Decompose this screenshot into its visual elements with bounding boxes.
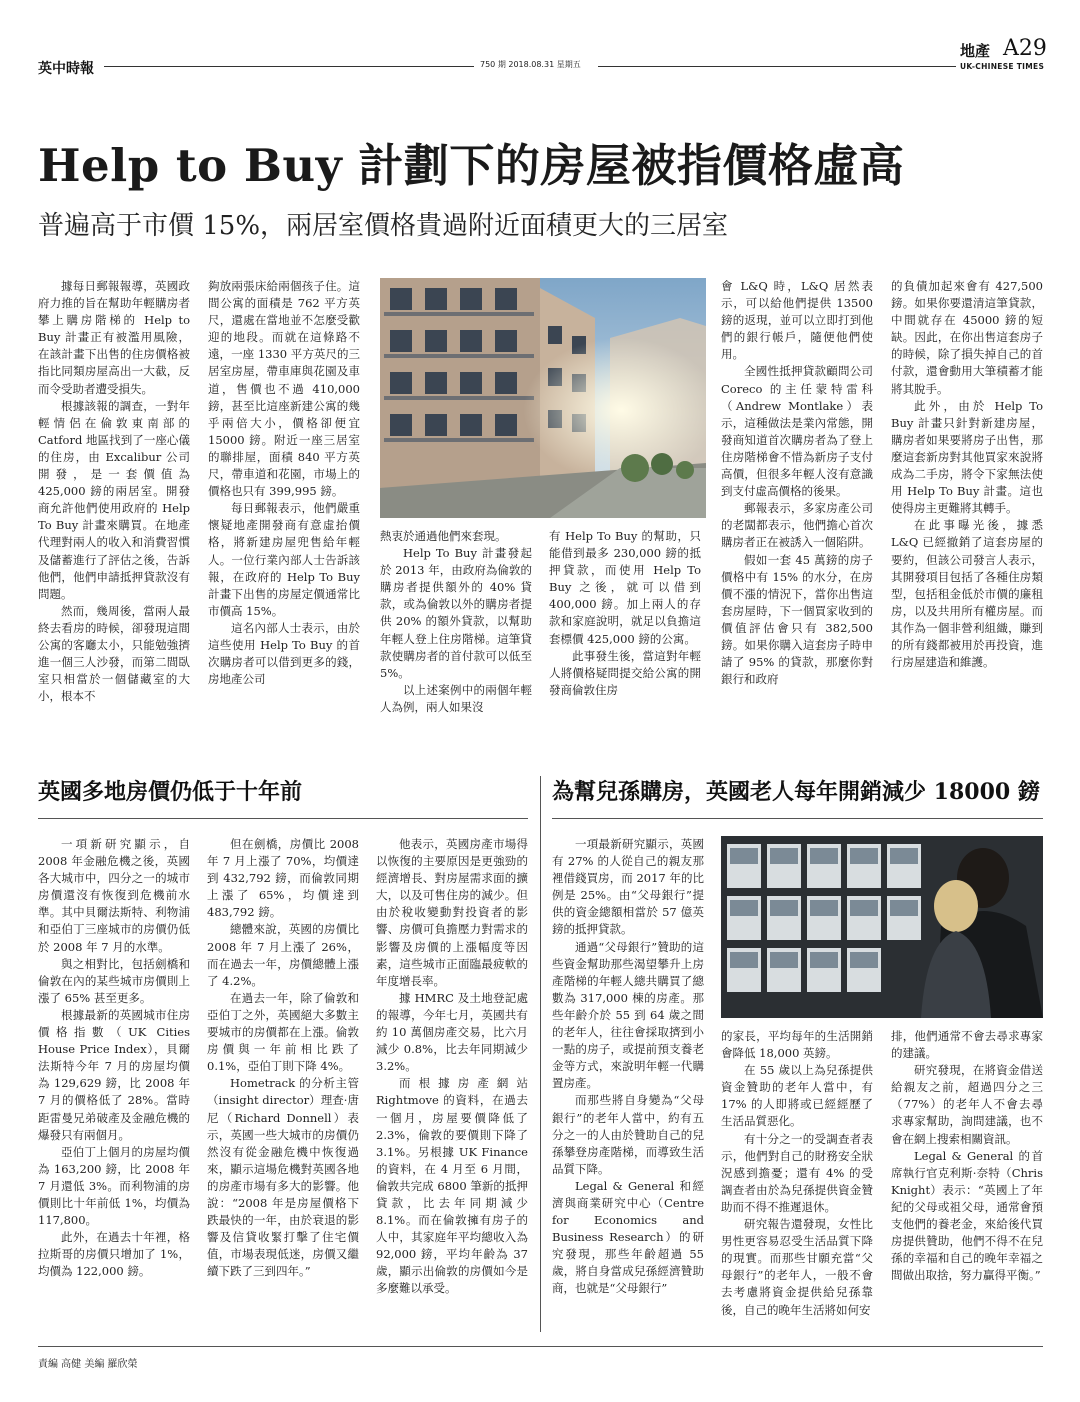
estate-agent-window-photo (721, 836, 1043, 1018)
paragraph: 據每日郵報報導，英國政府力推的旨在幫助年輕購房者攀上購房階梯的 Help to Buy 計畫正有被濫用風險，在該計畫下出售的住房價格被指比同類房屋高出一大截，反而令受助者遭受損失。 (38, 279, 190, 396)
paragraph: 而根據房產網站 Rightmove 的資料，在過去一個月，房屋要價降低了 2.3%，倫敦的要價則下降了 3.1%。另根據 UK Finance 的資料，在 4 月至 6 月間，倫敦共完成 6800 筆新的抵押貸款，比去年同期減少 8.1%。而在倫敦擁有房子的人中，其家庭年平均總收入為 92,000 鎊，平均年齡為 37 歲，顯示出倫敦的房價如今是多麼難以承受。 (376, 1076, 528, 1296)
footer-rule (38, 1346, 1043, 1347)
article3-column-3 (891, 1028, 1043, 1328)
article-headline: Help to Buy 計劃下的房屋被指價格虛高 (38, 139, 905, 192)
paragraph: 一項最新研究顯示，英國有 27% 的人從自己的親友那裡借錢買房，而 2017 年的比例是 25%。由“父母銀行”提供的資金總額相當於 57 億英鎊的抵押貸款。 (552, 837, 704, 937)
article2-column-1 (38, 836, 190, 1328)
paragraph: 而那些將自身變為“父母銀行”的老年人當中，約有五分之一的人由於贊助自己的兒孫攀登房產階梯，而導致生活品質下降。 (552, 1093, 704, 1176)
paragraph: 此外，在過去十年裡，格拉斯哥的房價只增加了 1%，均價為 122,000 鎊。 (38, 1230, 190, 1279)
issue-date: 750 期 2018.08.31 星期五 (480, 60, 581, 69)
paragraph: 據 HMRC 及土地登記處的報導，今年七月，英國共有約 10 萬個房產交易，比六月減少 0.8%，比去年同期減少 3.2%。 (376, 990, 528, 1074)
paragraph: 一項新研究顯示，自 2008 年金融危機之後，英國各大城市中，四分之一的城市房價還沒有恢復到危機前水準。其中貝爾法斯特、利物浦和亞伯丁三座城市的房價仍低於 2008 年 7 月的水準。 (38, 837, 190, 954)
paragraph: 根據該報的調查，一對年輕情侶在倫敦東南部的 Catford 地區找到了一座心儀的住房，由 Excalibur 公司開發，是一套價值為 425,000 鎊的兩居室。開發商允許他們使用政府的 Help To Buy 計畫來購買。在地產代理對兩人的收入和消費習慣及儲蓄進行了評估之後，告訴他們，他們申請抵押貸款沒有問題。 (38, 398, 190, 601)
paragraph: 在過去一年，除了倫敦和亞伯丁之外，英國絕大多數主要城市的房價都在上漲。倫敦房價與一年前相比跌了 0.1%，亞伯丁則下降 4%。 (207, 990, 359, 1074)
article2-title: 英國多地房價仍低于十年前 (38, 779, 303, 805)
article1-column-3 (380, 528, 532, 718)
paragraph: 然而，幾周後，當兩人最終去看房的時候，卻發現這間公寓的客廳太小，只能勉強擠進一個三人沙發，而第二間臥室只相當於一個儲藏室的大小，根本不 (38, 603, 190, 704)
article2-column-3 (376, 836, 528, 1328)
paragraph: 夠放兩張床給兩個孩子住。這間公寓的面積是 762 平方英尺，還處在當地並不怎麼受歡迎的地段。而就在這條路不遠，一座 1330 平方英尺的三居室房屋，帶車庫與花園及車道，售價也不過 410,000 鎊，甚至比這座新建公寓的幾乎兩倍大小，價格卻便宜 15000 鎊。附近一座三居室的聯排屋，面積 840 平方英尺，帶車道和花園，市場上的價格也只有 399,995 鎊。 (208, 279, 360, 499)
footer-credits: 責編 高健 美編 羅欣榮 (38, 1359, 138, 1370)
paragraph: 的家長，平均每年的生活開銷會降低 18,000 英鎊。 (721, 1029, 873, 1061)
paragraph: 根據最新的英國城市住房價格指數（UK Cities House Price Index），貝爾法斯特今年 7 月的房屋均價為 129,629 鎊，比 2008 年 7 月的價格低了 28%。當時距雷曼兄弟破產及金融危機的爆發只有兩個月。 (38, 1007, 190, 1142)
paragraph: 亞伯丁上個月的房屋均價為 163,200 鎊，比 2008 年 7 月還低 3%。而利物浦的房價則比十年前低 1%，均價為 117,800。 (38, 1144, 190, 1228)
section-name-en: UK-CHINESE TIMES (960, 62, 1045, 71)
paragraph: 熱衷於通過他們來套現。 (380, 529, 507, 543)
paragraph: 此事發生後，當這對年輕人將價格疑問提交給公寓的開發商倫敦住房 (549, 648, 701, 697)
paragraph: Legal & General 的首席執行官克利斯·奈特（Chris Knight）表示：“英國上了年紀的父母或祖父母，通常會預支他們的養老金，來給後代買房提供贊助，他們不得不在兒孫的幸福和自己的晚年幸福之間做出取捨，努力贏得平衡。” (891, 1148, 1043, 1283)
article1-column-4-bottom (549, 528, 701, 718)
paragraph: 在 55 歲以上為兒孫提供資金贊助的老年人當中，有 17% 的人即將或已經經歷了生活品質惡化。 (721, 1063, 873, 1129)
header-rule-right (598, 66, 956, 67)
paragraph: 研究發現，在將資金借送給親友之前，超過四分之三（77%）的老年人不會去尋求專家幫助，詢問建議，也不會在網上搜索相關資訊。 (891, 1063, 1043, 1146)
article1-column-2 (208, 278, 360, 718)
article-subhead: 普遍高于市價 15%，兩居室價格貴過附近面積更大的三居室 (38, 211, 729, 241)
paragraph: Help To Buy 計畫發起於 2013 年，由政府為倫敦的購房者提供額外的 40% 貸款，或為倫敦以外的購房者提供 20% 的額外貸款，以幫助年輕人登上住房階梯。這筆貸款使購房者的首付款可以低至 5%。 (380, 546, 532, 680)
paragraph: 郵報表示，多家房產公司的老闆都表示，他們擔心首次購房者正在被誘入一個陷阱。 (721, 501, 873, 550)
paragraph: Hometrack 的分析主管（insight director）理查·唐尼（Richard Donnell）表示，英國一些大城市的房價仍然沒有從金融危機中恢復過來，顯示這場危機對英國各地的房產市場有多大的影響。他說：“2008 年是房屋價格下跌最快的一年，由於衰退的影響及信貸收緊打擊了住宅價值，市場表現低迷，房價又繼續下跌了三到四年。” (207, 1076, 359, 1279)
article1-column-1 (38, 278, 190, 718)
article1-column-4 (721, 278, 873, 718)
paragraph: 但在劍橋，房價比 2008 年 7 月上漲了 70%，均價達到 432,792 鎊，而倫敦同期上漲了 65%，均價達到 483,792 鎊。 (207, 837, 359, 920)
paragraph: 假如一套 45 萬鎊的房子價格中有 15% 的水分，在房價不漲的情況下，當你出售這套房屋時，下一個買家收到的價值評估會只有 382,500 鎊。如果你購入這套房子時申請了 95% 的貸款，那麼你對銀行和政府 (721, 552, 873, 687)
article3-column-2 (721, 1028, 873, 1328)
apartment-building-photo (380, 278, 706, 518)
paragraph: 全國性抵押貸款顧問公司 Coreco 的主任蒙特雷科（Andrew Montlake）表示，這種做法是業內常態，開發商知道首次購房者為了登上住房階梯會不惜為新房子支付高價，但很多年輕人沒有意識到支付虛高價格的後果。 (721, 364, 873, 499)
article1-column-5 (891, 278, 1043, 718)
article3-title: 為幫兒孫購房，英國老人每年開銷減少 18000 鎊 (552, 779, 1040, 805)
paragraph: 研究報告還發現，女性比男性更容易忍受生活品質下降的現實。而那些甘願充當“父母銀行”的老年人，一般不會去考慮將資金提供給兒孫靠後，自己的晚年生活將如何安 (721, 1217, 873, 1317)
article3-column-1 (552, 836, 704, 1328)
paragraph: 在此事曝光後，據悉 L&Q 已經撤銷了這套房屋的要約，但該公司發言人表示，其開發項目包括了各種住房類型，包括租金低於市價的廉租房，以及共用所有權房屋。而其作為一個非營利組織，賺到的所有錢都被用於再投資，進行房屋建造和維護。 (891, 518, 1043, 670)
paragraph: 與之相對比，包括劍橋和倫敦在內的某些城市房價則上漲了 65% 甚至更多。 (38, 956, 190, 1005)
paragraph: Legal & General 和經濟與商業研究中心（Centre for Economics and Business Research）的研究發現，那些年齡超過 55 歲，將自身當成兒孫經濟贊助商，也就是“父母銀行” (552, 1178, 704, 1296)
paragraph: 這名內部人士表示，由於這些使用 Help To Buy 的首次購房者可以借到更多的錢，房地產公司 (208, 620, 360, 687)
article2-column-2 (207, 836, 359, 1328)
paragraph: 他表示，英國房產市場得以恢復的主要原因是更強勁的經濟增長、對房屋需求面的擴大，以及可售住房的減少。但由於稅收變動對投資者的影響、房價可負擔壓力對需求的影響及房價的上漲幅度等因素，這些城市正面臨最疲軟的年度增長率。 (376, 837, 528, 988)
section-divider (38, 818, 528, 819)
column-divider (540, 776, 541, 1332)
section-divider (552, 818, 1043, 819)
paragraph: 有十分之一的受調查者表示，他們對自己的財務安全狀況感到擔憂；還有 4% 的受調查者由於為兒孫提供資金贊助而不得不推遲退休。 (721, 1131, 873, 1214)
header-rule-left (104, 66, 474, 67)
paragraph: 以上述案例中的兩個年輕人為例，兩人如果沒 (380, 682, 532, 714)
paragraph: 排，他們通常不會去尋求專家的建議。 (891, 1029, 1043, 1061)
paragraph: 每日郵報表示，他們嚴重懷疑地產開發商有意虛抬價格，將新建房屋兜售給年輕人。一位行業內部人士告訴該報，在政府的 Help To Buy 計畫下出售的房屋定價通常比市價高 15%。 (208, 501, 360, 618)
paragraph: 此外，由於 Help To Buy 計畫只針對新建房屋，購房者如果要將房子出售，那麼這套新房對其他買家來說將成為二手房，將令下家無法使用 Help To Buy 計畫。這也使得房主更難將其轉手。 (891, 398, 1043, 516)
paragraph: 的負債加起來會有 427,500 鎊。如果你要還清這筆貸款，中間就存在 45000 鎊的短缺。因此，在你出售這套房子的時候，除了損失掉自己的首付款，還會動用大筆積蓄才能將其脫手。 (891, 279, 1043, 396)
masthead: 英中時報 (38, 61, 94, 77)
page-number: A29 (1003, 36, 1047, 61)
paragraph: 總體來說，英國的房價比 2008 年 7 月上漲了 26%，而在過去一年，房價總體上漲了 4.2%。 (207, 922, 359, 988)
paragraph: 通過“父母銀行”贊助的這些資金幫助那些渴望攀升上房產階梯的年輕人總共購買了總數為 317,000 棟的房產。那些年齡介於 55 到 64 歲之間的老年人，往往會採取擠到小一點的房子，或提前預支養老金等方式，來說明年輕一代購置房產。 (552, 939, 704, 1091)
paragraph: 有 Help To Buy 的幫助，只能借到最多 230,000 鎊的抵押貸款，而使用 Help To Buy 之後，就可以借到 400,000 鎊。加上兩人的存款和家庭說明，就足以負擔這套標價 425,000 鎊的公寓。 (549, 529, 701, 646)
paragraph: 會 L&Q 時，L&Q 居然表示，可以給他們提供 13500 鎊的返現，並可以立即打到他們的銀行帳戶，隨便他們使用。 (721, 279, 873, 362)
section-name: 地產 (960, 42, 991, 60)
